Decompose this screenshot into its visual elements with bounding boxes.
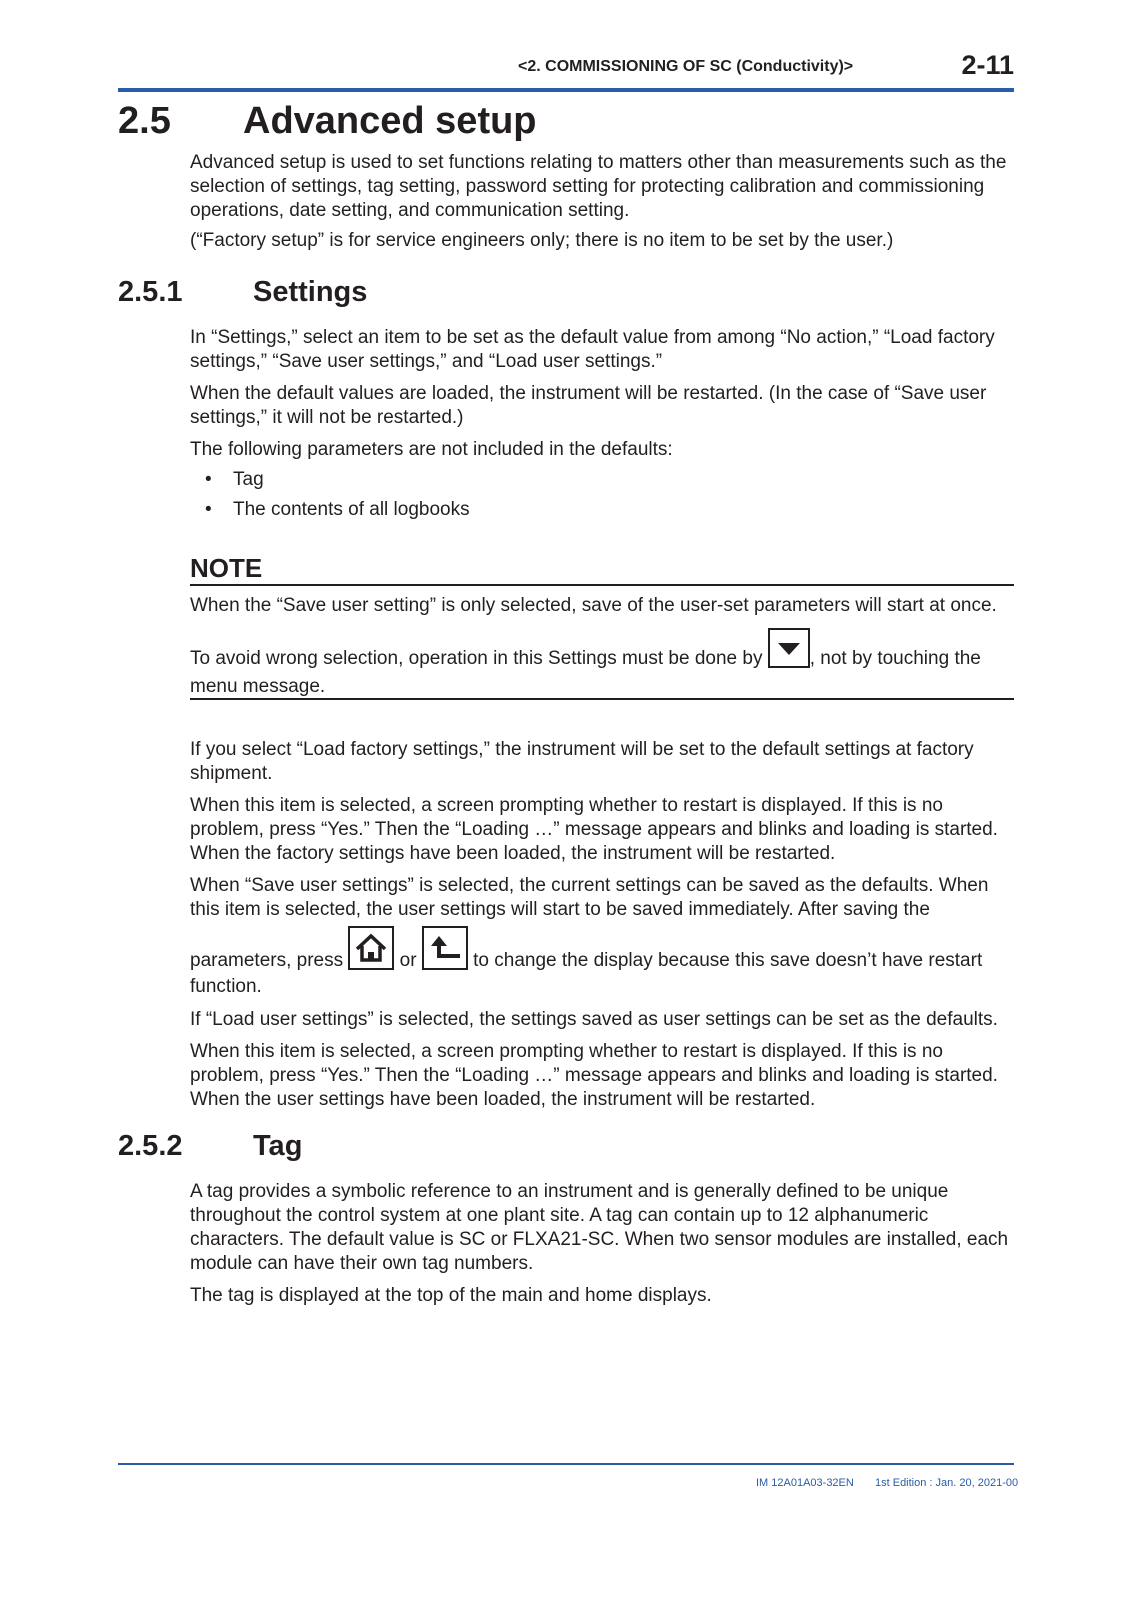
paragraph: Advanced setup is used to set functions relating to matters other than measurements such as the selection of settings, tag setting, password setting for protecting calibration and commissioning operations, date setting, and communication setting. [190, 152, 1007, 221]
paragraph: The tag is displayed at the top of the main and home displays. [190, 1285, 712, 1306]
subsection-title: Tag [253, 1130, 303, 1162]
return-key-icon [422, 926, 468, 970]
subsection-number: 2.5.1 [118, 276, 183, 308]
paragraph: parameters, press or to change the display because this save doesn’t have restart function. [190, 926, 1020, 1000]
bullet: • [205, 469, 212, 490]
paragraph: When “Save user settings” is selected, the current settings can be saved as the defaults. When this item is selected, the user settings will start to be saved immediately. After saving the [190, 875, 989, 920]
edition-date: 1st Edition : Jan. 20, 2021-00 [875, 1477, 1019, 1489]
subsection-heading-2-5-1 [118, 276, 367, 309]
list-item-text: The contents of all logbooks [233, 499, 470, 520]
note-title: NOTE [190, 553, 263, 583]
list-item [205, 468, 264, 492]
paragraph: When this item is selected, a screen prompting whether to restart is displayed. If this is no problem, press “Yes.” Then the “Loading …” message appears and blinks and loading is started. When the user settings have been loaded, the instrument will be restarted. [190, 1041, 998, 1110]
section-heading-2-5 [118, 100, 537, 143]
paragraph: When the default values are loaded, the instrument will be restarted. (In the case of “Save user settings,” it will not be restarted.) [190, 383, 987, 428]
paragraph: If you select “Load factory settings,” the instrument will be set to the default settings at factory shipment. [190, 739, 974, 784]
paragraph: In “Settings,” select an item to be set as the default value from among “No action,” “Load factory settings,” “Save user settings,” and “Load user settings.” [190, 327, 995, 372]
note-text: When the “Save user setting” is only selected, save of the user-set parameters will start at once. [190, 595, 997, 616]
page-number: 2-11 [961, 50, 1014, 80]
paragraph: (“Factory setup” is for service engineers only; there is no item to be set by the user.) [190, 230, 894, 251]
section-number: 2.5 [118, 100, 171, 142]
down-arrow-key-icon [768, 628, 810, 668]
chapter-header: <2. COMMISSIONING OF SC (Conductivity)> [518, 58, 854, 75]
footer-divider [118, 1463, 1014, 1465]
subsection-heading-2-5-2 [118, 1130, 302, 1163]
paragraph: If “Load user settings” is selected, the settings saved as user settings can be set as the defaults. [190, 1009, 998, 1030]
paragraph: The following parameters are not included in the defaults: [190, 439, 673, 460]
section-title: Advanced setup [243, 100, 537, 142]
home-key-icon [348, 926, 394, 970]
list-item-text: Tag [233, 469, 264, 490]
paragraph: A tag provides a symbolic reference to an instrument and is generally defined to be unique throughout the control system at one plant site. A tag can contain up to 12 alphanumeric characters. The default value is SC or FLXA21-SC. When two sensor modules are installed, each module can have their own tag numbers. [190, 1181, 1009, 1274]
document-number: IM 12A01A03-32EN [756, 1477, 854, 1489]
bullet: • [205, 499, 212, 520]
subsection-title: Settings [253, 276, 368, 308]
note-text: To avoid wrong selection, operation in this Settings must be done by , not by touching the menu message. [190, 628, 1020, 701]
note-top-rule [190, 584, 1014, 586]
list-item [205, 498, 470, 522]
paragraph: When this item is selected, a screen prompting whether to restart is displayed. If this is no problem, press “Yes.” Then the “Loading …” message appears and blinks and loading is started. When the factory settings have been loaded, the instrument will be restarted. [190, 795, 998, 864]
subsection-number: 2.5.2 [118, 1130, 183, 1162]
note-bottom-rule [190, 698, 1014, 700]
header-divider [118, 88, 1014, 92]
